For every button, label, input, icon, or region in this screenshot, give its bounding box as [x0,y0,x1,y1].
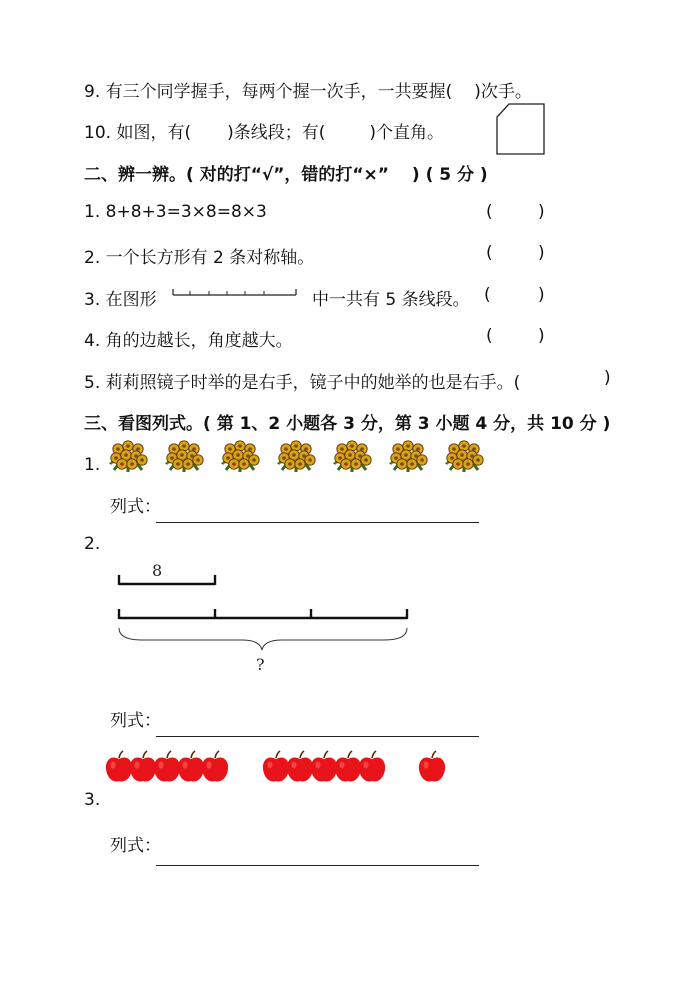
p2-item3-text-b: 中一共有 5 条线段。 [312,290,470,310]
q10-text-a: 如图，有( [116,123,192,143]
apple-row [104,750,464,786]
p2-item5-number: 5. [84,373,101,393]
p2-item4-number: 4. [84,331,101,351]
p3-q2-segment-diagram [112,558,412,678]
flower-bunch-icon [388,440,428,474]
p2-item4-paren-close: ) [538,326,545,346]
apple-icon [200,750,230,784]
p3-q1-number: 1. [84,455,101,475]
flower-bunch-icon [220,440,260,474]
flower-bunch-icon [164,440,204,474]
q9-text-a: 有三个同学握手，每两个握一次手，一共要握( [105,82,453,102]
q10-number: 10. [84,123,112,143]
p3-q3-answer-line[interactable] [156,865,479,866]
p3-q3-formula-label: 列式： [110,836,161,856]
p2-item1-paren-close: ) [538,202,545,222]
p3-q1-answer-line[interactable] [156,522,479,523]
p2-item2-text: 一个长方形有 2 条对称轴。 [105,248,315,268]
p2-item3-paren-close: ) [538,285,545,305]
q10-text-b: )条线段；有( [227,123,326,143]
flower-row [108,440,508,474]
q10-pentagon-figure [496,103,546,155]
p2-item4-text: 角的边越长，角度越大。 [105,331,293,351]
q9-number: 9. [84,82,101,102]
p2-item1-text: 8+8+3=3×8=8×3 [105,202,267,222]
flower-bunch-icon [332,440,372,474]
p3-q2-answer-line[interactable] [156,736,479,737]
p2-item1-paren-open: ( [486,202,493,222]
part3-heading: 三、看图列式。( 第 1、2 小题各 3 分，第 3 小题 4 分，共 10 分 ) [84,414,611,434]
p2-item2-number: 2. [84,248,101,268]
flower-bunch-icon [108,440,148,474]
part2-heading: 二、辨一辨。( 对的打“√”，错的打“×” ) ( 5 分 ) [84,165,488,185]
q9-text-b: )次手。 [474,82,532,102]
p2-item3-number: 3. [84,290,101,310]
segment-label: 8 [152,561,163,580]
p2-item3-paren-open: ( [484,285,491,305]
q10-text-c: )个直角。 [369,123,444,143]
brace-question-label: ? [256,655,265,674]
p3-q2-formula-label: 列式： [110,711,161,731]
p3-q3-number: 3. [84,790,101,810]
p2-item2-paren-open: ( [486,243,493,263]
flower-bunch-icon [444,440,484,474]
p2-item3-segment-figure [172,287,298,299]
apple-icon [417,750,447,784]
p2-item1-number: 1. [84,202,101,222]
p3-q1-formula-label: 列式： [110,497,161,517]
p2-item5-paren-close: ) [604,368,611,388]
apple-icon [357,750,387,784]
p2-item2-paren-close: ) [538,243,545,263]
p2-item5-text: 莉莉照镜子时举的是右手，镜子中的她举的也是右手。( [105,373,521,393]
p2-item3-text-a: 在图形 [105,290,157,310]
p3-q2-number: 2. [84,534,101,554]
flower-bunch-icon [276,440,316,474]
p2-item4-paren-open: ( [486,326,493,346]
